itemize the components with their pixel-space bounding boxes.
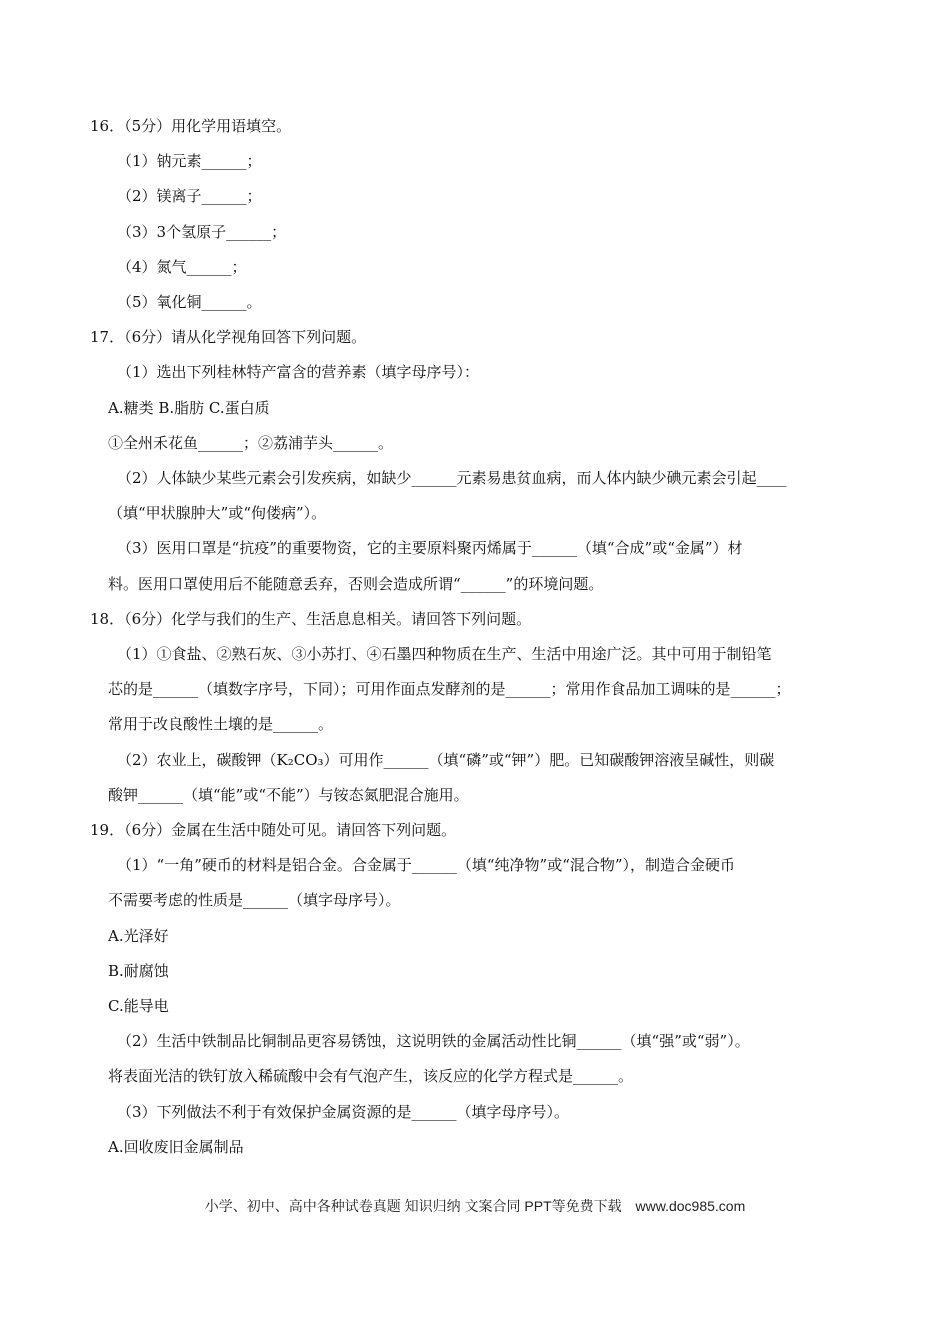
question-line: ①全州禾花鱼______；②荔浦芋头______。 [108,434,394,452]
question-line: A.回收废旧金属制品 [108,1138,244,1156]
question-line: A.糖类 B.脂肪 C.蛋白质 [108,399,270,417]
question-line: 常用于改良酸性土壤的是______。 [108,715,334,733]
question-line: C.能导电 [108,997,169,1015]
question-heading: 18．（6分）化学与我们的生产、生活息息相关。请回答下列问题。 [90,610,532,628]
question-line: （1）①食盐、②熟石灰、③小苏打、④石墨四种物质在生产、生活中用途广泛。其中可用于制铅笔 [117,645,772,663]
question-line: A.光泽好 [108,927,169,945]
question-line: 芯的是______（填数字序号，下同）；可用作面点发酵剂的是______；常用作食品加工调味的是______； [108,680,791,698]
footer [0,1196,950,1216]
question-line: （4）氮气______； [117,258,247,276]
question-line: （2）镁离子______； [117,187,262,205]
question-line: （3）下列做法不利于有效保护金属资源的是______（填字母序号）。 [117,1103,570,1121]
question-line: 不需要考虑的性质是______（填字母序号）。 [108,891,401,909]
question-line: （1）“一角”硬币的材料是铝合金。合金属于______（填“纯净物”或“混合物”），制造合金硬币 [117,856,736,874]
question-line: （2）农业上，碳酸钾（K₂CO₃）可用作______（填“磷”或“钾”）肥。已知碳酸钾溶液呈碱性，则碳 [117,751,775,769]
question-line: （1）钠元素______； [117,152,262,170]
footer-url: www.doc985.com [635,1198,746,1214]
question-line: 料。医用口罩使用后不能随意丢弃，否则会造成所谓“______”的环境问题。 [108,575,604,593]
question-heading: 16．（5分）用化学用语填空。 [90,117,292,135]
footer-text: 小学、初中、高中各种试卷真题 知识归纳 文案合同 PPT等免费下载 [204,1198,622,1214]
question-line: B.耐腐蚀 [108,962,169,980]
question-line: （填“甲状腺肿大”或“佝偻病”）。 [108,504,327,522]
question-heading: 19．（6分）金属在生活中随处可见。请回答下列问题。 [90,821,457,839]
question-line: 酸钾______（填“能”或“不能”）与铵态氮肥混合施用。 [108,786,469,804]
question-line: （3）3个氢原子______； [117,223,287,241]
question-line: 将表面光洁的铁钉放入稀硫酸中会有气泡产生，该反应的化学方程式是______。 [108,1067,634,1085]
question-heading: 17．（6分）请从化学视角回答下列问题。 [90,328,367,346]
question-line: （3）医用口罩是“抗疫”的重要物资，它的主要原料聚丙烯属于______（填“合成”或“金属”）材 [117,539,743,557]
question-line: （5）氧化铜______。 [117,293,262,311]
question-line: （2）生活中铁制品比铜制品更容易锈蚀，这说明铁的金属活动性比铜______（填“强”或“弱”）。 [117,1032,750,1050]
question-line: （2）人体缺少某些元素会引发疾病，如缺少______元素易患贫血病，而人体内缺少碘元素会引起____ [117,469,787,487]
question-line: （1）选出下列桂林特产富含的营养素（填字母序号）： [117,363,480,381]
